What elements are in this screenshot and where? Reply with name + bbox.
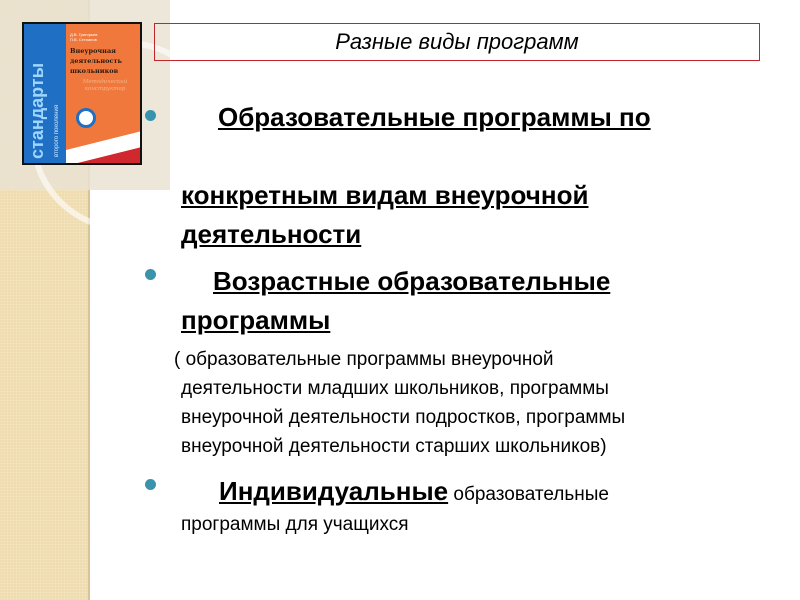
note-line: ( образовательные программы внеурочной: [174, 349, 554, 370]
book-authors: [70, 32, 97, 42]
note-line: внеурочной деятельности старших школьников): [181, 436, 607, 457]
book-author: Д.В. Григорьев: [70, 32, 98, 37]
bullet-dot-icon: [145, 479, 156, 490]
bullet1-line2: конкретным видам внеурочной: [181, 180, 589, 210]
bullet-dot-icon: [145, 110, 156, 121]
book-title: [70, 46, 122, 76]
bullet3-bold: Индивидуальные: [219, 476, 449, 506]
book-series-sub: второго поколения: [54, 104, 60, 157]
note-line: деятельности младших школьников, программы: [181, 378, 609, 399]
bullet1-line3: деятельности: [181, 219, 362, 249]
book-cover-image: [22, 22, 142, 165]
bullet3-rest: образовательные: [448, 484, 609, 505]
book-title-line: Внеурочная: [70, 47, 116, 55]
bullet3-line2: программы для учащихся: [181, 514, 409, 535]
book-author: П.В. Степанов: [70, 37, 97, 42]
bullet-dot-icon: [145, 269, 156, 280]
slide-title: Разные виды программ: [154, 23, 760, 61]
book-subtitle: Методический конструктор: [82, 79, 128, 92]
bullet2-line2: программы: [181, 305, 331, 335]
publisher-logo-icon: [76, 108, 96, 128]
bullet1-line1: Образовательные программы по: [218, 102, 651, 132]
book-title-line: школьников: [70, 67, 119, 75]
book-title-line: деятельность: [70, 57, 122, 65]
note-line: внеурочной деятельности подростков, программы: [181, 407, 626, 428]
book-series: стандарты: [27, 62, 47, 159]
bullet2-line1: Возрастные образовательные: [213, 266, 611, 296]
bullet3-line1: [219, 476, 609, 511]
